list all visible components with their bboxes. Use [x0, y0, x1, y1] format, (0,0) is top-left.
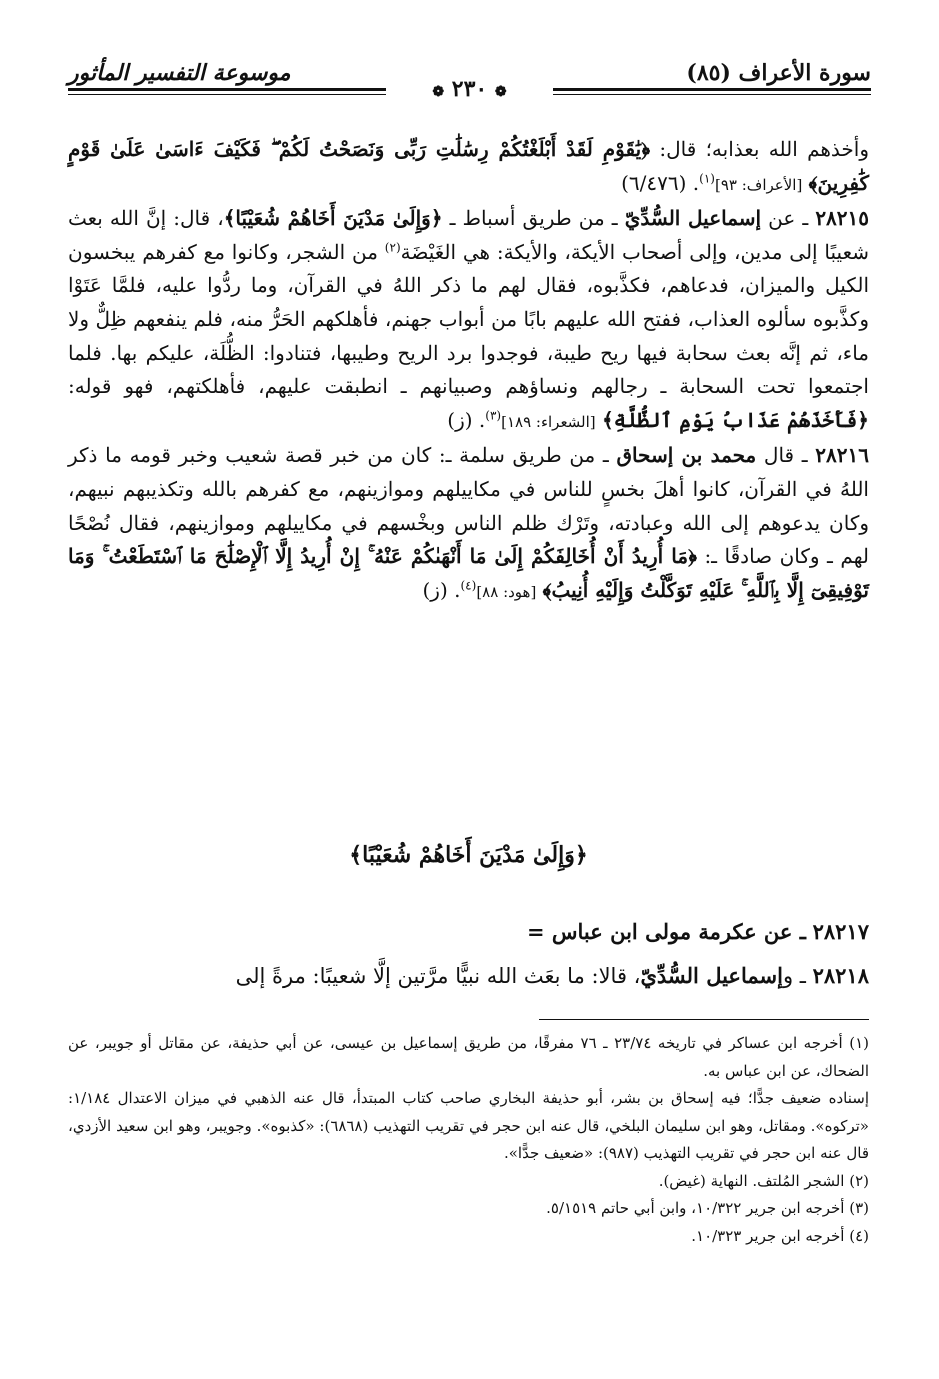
book-title: موسوعة التفسير المأثور [68, 60, 291, 86]
hadith-number: ٢٨٢١٦ [815, 443, 869, 468]
entry-28217: ٢٨٢١٧ ـ عن عكرمة مولى ابن عباس = [526, 919, 869, 944]
running-header [68, 60, 871, 104]
footnote-marker[interactable]: (٢) [384, 240, 401, 255]
footnote: (٤) أخرجه ابن جرير ١٠/٣٢٣. [691, 1226, 869, 1245]
verse-reference: [الشعراء: ١٨٩] [501, 412, 596, 431]
page-number: ٢٣٠ [451, 76, 488, 102]
ornament-icon: ❁ [494, 84, 507, 100]
footnote-marker[interactable]: (١) [699, 170, 715, 185]
section-heading: ﴿وَإِلَىٰ مَدْيَنَ أَخَاهُمْ شُعَيْبًا﴾ [349, 842, 588, 868]
passage-continuation: وأخذهم الله بعذابه؛ قال: ﴿يَٰقَوْمِ لَقَدْ أَبْلَغْتُكُمْ رِسَٰلَٰتِ رَبِّى وَنَصَحْتُ لَكُمْ ۖ فَكَيْفَ ءَاسَىٰ عَلَىٰ قَوْمٍ كَٰفِرِينَ﴾ [الأعراف: ٩٣]$^{(١)}$. (٦/٤٧٦) [68, 137, 870, 195]
footnote: إسناده ضعيف جدًّا؛ فيه إسحاق بن بشر، أبو حذيفة البخاري صاحب كتاب المبتدأ، قال عنه الذهبي في ميزان الاعتدال ١/١٨٤: «تركوه». ومقاتل، وهو ابن سليمان البلخي، قال عنه ابن حجر في تقريب التهذيب (٦٨٦٨): «كذبوه». وجويبر، وهو ابن سعيد الأزدي، قال عنه ابن حجر في تقريب التهذيب (٩٨٧): «ضعيف جدًّا». [68, 1089, 869, 1162]
surah-title: سورة الأعراف (٨٥) [686, 60, 871, 86]
footnote-marker[interactable]: (٤) [460, 578, 477, 593]
entry-28218: ٢٨٢١٨ ـ وإسماعيل السُّدِّيّ، قالا: ما بعَث الله نبيًّا مرَّتين إلَّا شعيبًا: مرةً إلى [235, 963, 869, 988]
hadith-number: ٢٨٢١٥ [815, 206, 870, 231]
narrator-name: محمد بن إسحاق [616, 443, 757, 468]
main-text [68, 133, 869, 609]
verse-reference: [الأعراف: ٩٣] [714, 175, 803, 194]
quran-verse: ﴿يَٰقَوْمِ لَقَدْ أَبْلَغْتُكُمْ رِسَٰلَٰتِ رَبِّى وَنَصَحْتُ لَكُمْ ۖ فَكَيْفَ ءَاسَىٰ عَلَىٰ قَوْمٍ كَٰفِرِينَ﴾ [68, 137, 869, 195]
footnote-marker[interactable]: (٣) [485, 408, 502, 423]
hadith-number: ٢٨٢١٨ [812, 963, 869, 988]
quran-verse: ﴿وَإِلَىٰ مَدْيَنَ أَخَاهُمْ شُعَيْبًا﴾ [223, 206, 443, 231]
ornament-icon: ❁ [432, 84, 445, 100]
footnote-separator [539, 1019, 869, 1020]
hadith-number: ٢٨٢١٧ [812, 919, 869, 944]
footnote: (٢) الشجر المُلتف. النهاية (غيض). [658, 1171, 869, 1190]
footnotes [68, 1030, 869, 1250]
narrator-name: إسماعيل السُّدِّيّ [640, 963, 783, 988]
narrator-name: إسماعيل السُّدِّيّ [624, 206, 762, 231]
passage-28216: ٢٨٢١٦ ـ قال محمد بن إسحاق ـ من طريق سلمة ـ: كان من خبر قصة شعيب وخبر قومه ما ذكر اللهُ في القرآن، كانوا أهلَ بخسٍ للناس في مكاييلهم وموازينهم، مع كفرهم بالله وتكذيبهم نبيهم، وكان يدعوهم إلى الله وعبادته، وتَرْك ظلم الناس وبخْسهم في مكاييلهم وموازينهم، فقال نُصْحًا لهم ـ وكان صادقًا ـ: ﴿مَا أُرِيدُ أَنْ أُخَالِفَكُمْ إِلَىٰ مَا أَنْهَىٰكُمْ عَنْهُ ۚ إِنْ أُرِيدُ إِلَّا ٱلْإِصْلَٰحَ مَا ٱسْتَطَعْتُ ۚ وَمَا تَوْفِيقِىٓ إِلَّا بِٱللَّهِ ۚ عَلَيْهِ تَوَكَّلْتُ وَإِلَيْهِ أُنِيبُ﴾ [هود: ٨٨]$^{(٤)}$. (ز) [68, 443, 870, 602]
verse-reference: [هود: ٨٨] [476, 582, 537, 601]
section-entries [68, 910, 869, 998]
footnote: (٣) أخرجه ابن جرير ١٠/٣٢٢، وابن أبي حاتم ٥/١٥١٩. [546, 1199, 869, 1217]
footnote: (١) أخرجه ابن عساكر في تاريخه ٢٣/٧٤ ـ ٧٦ مفرقًا، من طريق إسماعيل بن عيسى، عن أبي حذيفة، عن مقاتل أو جويبر، عن الضحاك، عن ابن عباس به. [68, 1034, 869, 1080]
page-number-box [68, 76, 871, 102]
quran-verse: ﴿مَا أُرِيدُ أَنْ أُخَالِفَكُمْ إِلَىٰ مَا أَنْهَىٰكُمْ عَنْهُ ۚ إِنْ أُرِيدُ إِلَّا ٱلْإِصْلَٰحَ مَا ٱسْتَطَعْتُ ۚ وَمَا تَوْفِيقِىٓ إِلَّا بِٱللَّهِ ۚ عَلَيْهِ تَوَكَّلْتُ وَإِلَيْهِ أُنِيبُ﴾ [68, 544, 869, 602]
quran-verse: ﴿فَأَخَذَهُمْ عَذَابُ يَوْمِ ٱلظُّلَّةِ﴾ [602, 407, 869, 432]
passage-28215: ٢٨٢١٥ ـ عن إسماعيل السُّدِّيّ ـ من طريق أسباط ـ ﴿وَإِلَىٰ مَدْيَنَ أَخَاهُمْ شُعَيْبًا﴾، قال: إنَّ الله بعث شعيبًا إلى مدين، وإلى أصحاب الأيكة، والأيكة: هي الغَيْضَة$^{(٢)}$ من الشجر، وكانوا مع كفرهم يبخسون الكيل والميزان، فدعاهم، فكذَّبوه، فقال لهم ما ذكر اللهُ في القرآن، وما ردُّوا عليه، فلمَّا عَتَوْا وكذَّبوه سألوه العذاب، ففتح الله عليهم بابًا من أبواب جهنم، فأهلكهم الحَرُّ منه، فلم ينفعهم ظِلٌّ ولا ماء، ثم إنَّه بعث سحابة فيها ريح طيبة، فوجدوا برد الريح وطيبها، فتنادوا: الظُّلَة، عليكم بها. فلما اجتمعوا تحت السحابة ـ رجالهم ونساؤهم وصبيانهم ـ انطبقت عليهم، فأهلكتهم، فهو قوله: ﴿فَأَخَذَهُمْ عَذَابُ يَوْمِ ٱلظُّلَّةِ﴾ [الشعراء: ١٨٩]$^{(٣)}$. (ز) [68, 206, 870, 432]
